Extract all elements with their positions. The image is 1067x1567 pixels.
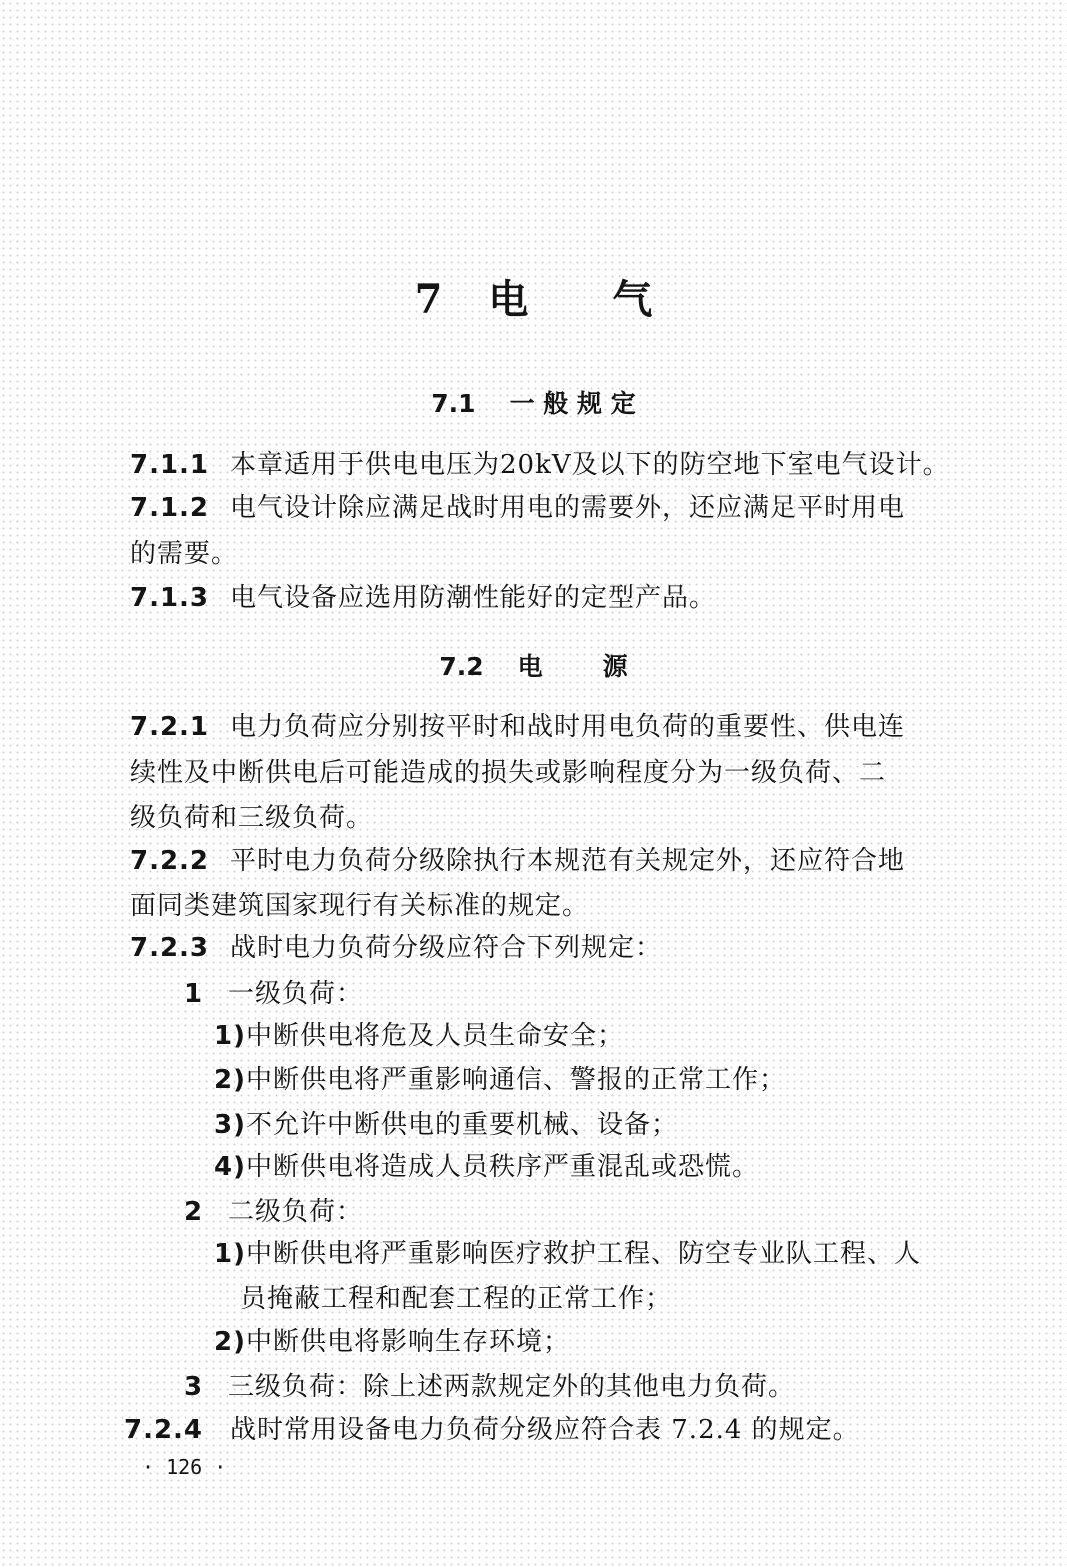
section-title-7-2 <box>0 647 1067 683</box>
clause-7-2-3 <box>130 931 662 965</box>
item-text: 一级负荷： <box>228 979 364 1009</box>
sub-item-number: 3) <box>214 1110 246 1140</box>
clause-7-2-2-continued: 面同类建筑国家现行有关标准的规定。 <box>130 891 590 921</box>
page-number: · 126 · <box>142 1455 227 1479</box>
clause-7-2-1 <box>130 710 905 744</box>
sub-item-text: 不允许中断供电的重要机械、设备； <box>245 1110 678 1140</box>
sub-item-text: 中断供电将影响生存环境； <box>245 1327 570 1357</box>
clause-number: 7.1.3 <box>130 583 210 613</box>
item-1 <box>184 977 363 1011</box>
sub-item-number: 2) <box>214 1065 246 1095</box>
section-title-char-2: 源 <box>602 652 628 681</box>
sub-item-text: 中断供电将严重影响通信、警报的正常工作； <box>245 1065 786 1095</box>
clause-7-1-2-continued: 的需要。 <box>130 539 239 569</box>
sub-item-2-1 <box>214 1237 921 1271</box>
clause-text: 电气设备应选用防潮性能好的定型产品。 <box>230 583 717 613</box>
clause-7-1-3 <box>130 581 716 615</box>
clause-number: 7.2.4 <box>124 1415 204 1445</box>
clause-text: 本章适用于供电电压为20kV及以下的防空地下室电气设计。 <box>230 450 950 480</box>
sub-item-number: 4) <box>214 1152 246 1182</box>
chapter-title-char-1: 电 <box>488 276 529 323</box>
section-number: 7.2 <box>439 652 484 681</box>
section-title-7-1 <box>0 384 1067 420</box>
section-title-text: 一 般 规 定 <box>509 389 636 418</box>
item-number: 1 <box>184 979 204 1009</box>
clause-text: 平时电力负荷分级除执行本规范有关规定外，还应符合地 <box>230 846 906 876</box>
clause-7-2-4 <box>124 1413 860 1447</box>
sub-item-number: 1) <box>214 1239 246 1269</box>
sub-item-2-1-continued: 员掩蔽工程和配套工程的正常工作； <box>240 1284 673 1314</box>
item-2 <box>184 1195 363 1229</box>
clause-7-1-1 <box>130 448 950 482</box>
item-number: 3 <box>184 1372 204 1402</box>
sub-item-1-1 <box>214 1019 624 1053</box>
clause-number: 7.2.1 <box>130 712 210 742</box>
clause-text: 战时电力负荷分级应符合下列规定： <box>230 933 663 963</box>
sub-item-1-2 <box>214 1063 786 1097</box>
chapter-title-char-2: 气 <box>612 276 653 323</box>
clause-text: 电气设计除应满足战时用电的需要外，还应满足平时用电 <box>230 493 906 523</box>
clause-number: 7.1.2 <box>130 493 210 523</box>
clause-text: 电力负荷应分别按平时和战时用电负荷的重要性、供电连 <box>230 712 906 742</box>
sub-item-2-2 <box>214 1325 570 1359</box>
item-number: 2 <box>184 1197 204 1227</box>
sub-item-1-4 <box>214 1150 759 1184</box>
chapter-title <box>0 268 1067 325</box>
sub-item-number: 1) <box>214 1021 246 1051</box>
clause-7-1-2 <box>130 491 905 525</box>
sub-item-text: 中断供电将危及人员生命安全； <box>245 1021 624 1051</box>
clause-7-2-2 <box>130 844 905 878</box>
sub-item-text: 中断供电将造成人员秩序严重混乱或恐慌。 <box>245 1152 759 1182</box>
clause-number: 7.2.3 <box>130 933 210 963</box>
item-text: 三级负荷：除上述两款规定外的其他电力负荷。 <box>228 1372 796 1402</box>
section-number: 7.1 <box>431 389 476 418</box>
sub-item-number: 2) <box>214 1327 246 1357</box>
item-3 <box>184 1370 795 1404</box>
clause-7-2-1-continued: 级负荷和三级负荷。 <box>130 803 374 833</box>
clause-number: 7.1.1 <box>130 450 210 480</box>
sub-item-1-3 <box>214 1108 678 1142</box>
section-title-char-1: 电 <box>517 652 543 681</box>
chapter-number: 7 <box>414 276 443 323</box>
clause-7-2-1-continued: 续性及中断供电后可能造成的损失或影响程度分为一级负荷、二 <box>130 758 887 788</box>
clause-text: 战时常用设备电力负荷分级应符合表 7.2.4 的规定。 <box>230 1415 860 1445</box>
item-text: 二级负荷： <box>228 1197 364 1227</box>
sub-item-text: 中断供电将严重影响医疗救护工程、防空专业队工程、人 <box>245 1239 921 1269</box>
clause-number: 7.2.2 <box>130 846 210 876</box>
